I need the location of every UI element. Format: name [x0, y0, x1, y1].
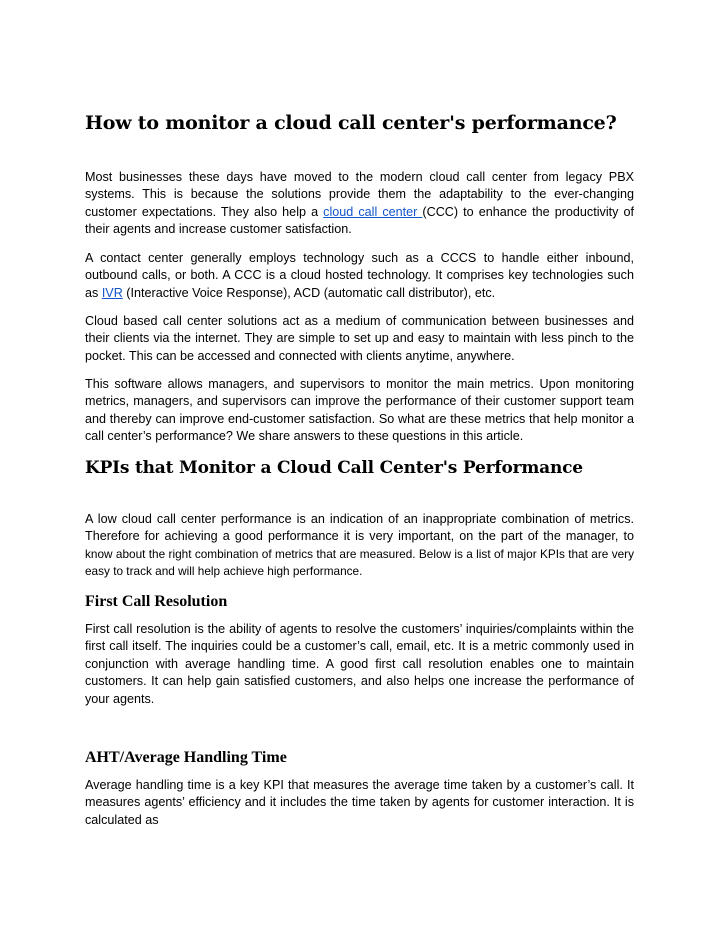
- intro-paragraph-1: [85, 169, 634, 239]
- intro-paragraph-3: Cloud based call center solutions act as a medium of communication between businesses and their clients via the internet. They are simple to set up and easy to maintain with less pinch to the pocket. This can be accessed and connected with clients anytime, anywhere.: [85, 314, 634, 363]
- aht-heading: AHT/Average Handling Time: [85, 749, 287, 766]
- intro-paragraph-2: [85, 250, 634, 302]
- intro-p2-text-end: (Interactive Voice Response), ACD (automatic call distributor), etc.: [122, 285, 496, 300]
- fcr-heading: First Call Resolution: [85, 593, 228, 610]
- intro-p1-text: Most businesses these days have moved to the modern cloud call center from legacy PBX systems. This is because the solutions provide them the adaptability to the ever-changing customer expectations. They also help a: [85, 170, 634, 219]
- kpis-text-b: know about the right combination of metrics that are measured. Below is a list of major KPIs that are very easy to track and will help achieve high performance.: [85, 546, 634, 579]
- intro-p1-text-end: (CCC) to enhance the productivity of their agents and increase customer satisfaction.: [85, 204, 634, 237]
- intro-paragraph-4: This software allows managers, and supervisors to monitor the main metrics. Upon monitoring metrics, managers, and supervisors can improve the performance of their customer support team and thereby can improve end-customer satisfaction. So what are these metrics that help monitor a call center’s performance? We share answers to these questions in this article.: [85, 377, 634, 444]
- aht-paragraph: Average handling time is a key KPI that measures the average time taken by a customer’s call. It measures agents’ efficiency and it includes the time taken by agents for customer interaction. It is calculated as: [85, 778, 634, 827]
- fcr-paragraph: First call resolution is the ability of agents to resolve the customers’ inquiries/complaints within the first call itself. The inquiries could be a customer’s call, email, etc. It is a metric commonly used in conjunction with average handling time. A good first call resolution enables one to maintain customers. It can help gain satisfied customers, and also helps one increase the performance of your agents.: [85, 622, 634, 706]
- cloud-call-center-link[interactable]: cloud call center: [323, 204, 423, 219]
- intro-p2-text: A contact center generally employs technology such as a CCCS to handle either inbound, outbound calls, or both. A CCC is a cloud hosted technology. It comprises key technologies such as: [85, 251, 634, 300]
- ivr-link[interactable]: IVR: [101, 285, 123, 300]
- page-title: How to monitor a cloud call center's performance?: [85, 112, 617, 134]
- kpis-heading: KPIs that Monitor a Cloud Call Center's Performance: [85, 458, 583, 478]
- kpis-paragraph: [85, 511, 634, 581]
- kpis-text-a: A low cloud call center performance is an indication of an inappropriate combination of metrics. Therefore for achieving a good performance it is very important, on the part of the manager, to: [85, 512, 634, 544]
